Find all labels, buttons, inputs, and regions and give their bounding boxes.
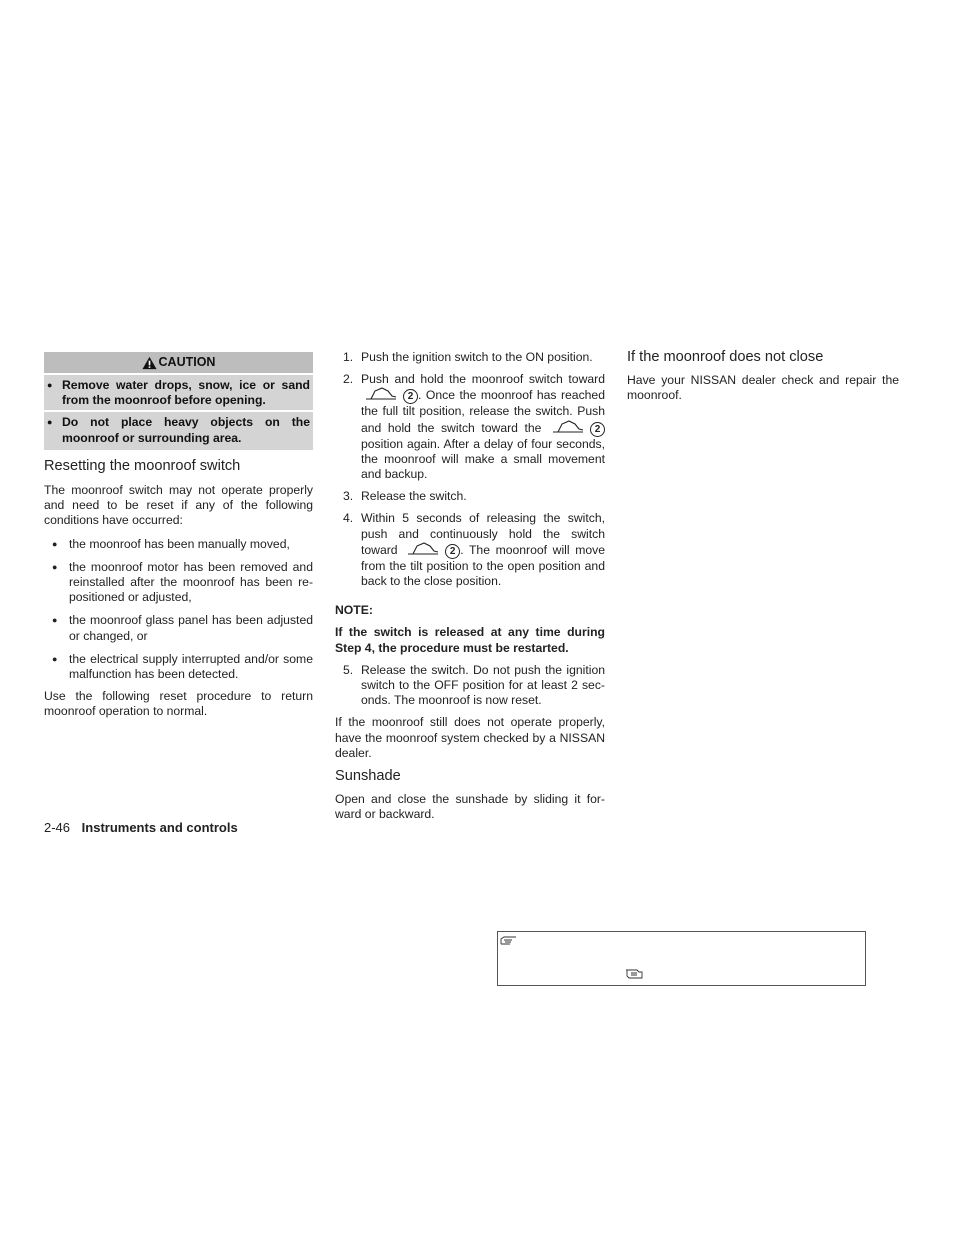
step-number: 3.	[343, 489, 354, 504]
step-5	[335, 663, 605, 709]
step-text: position again. After a delay of four seconds, the moonroof will make a small movement and backup.	[361, 436, 605, 482]
condition-item: ● the moonroof glass panel has been adjusted or changed, or	[44, 613, 313, 643]
moonroof-tilt-switch-icon	[552, 420, 584, 434]
condition-item: ● the moonroof motor has been removed and reinstalled after the moonroof has been re-positioned or adjusted,	[44, 560, 313, 606]
note-label: NOTE:	[335, 603, 373, 618]
caution-item: ● Remove water drops, snow, ice or sand from the moonroof before opening.	[44, 375, 313, 412]
step-number: 1.	[343, 350, 354, 364]
middle-column	[335, 350, 605, 823]
step-2	[335, 372, 605, 482]
section-heading-resetting: Resetting the moonroof switch	[44, 457, 241, 474]
step-text: . Once the moonroof has reached the full tilt position, release the switch. Push and hold the switch toward the	[361, 388, 605, 435]
step-text: Push the ignition switch to the ON position.	[361, 350, 593, 364]
resetting-outro: Use the following reset procedure to return moonroof operation to normal.	[44, 689, 313, 719]
callout-number-2: 2	[590, 422, 605, 437]
warning-triangle-icon	[142, 356, 157, 370]
condition-item: ● the moonroof has been manually moved,	[44, 537, 313, 552]
moonroof-tilt-switch-icon	[407, 542, 439, 556]
page-footer	[44, 820, 238, 835]
step-text: Release the switch. Do not push the ignition switch to the OFF position for at least 2 sec-onds. The moonroof is now reset.	[361, 662, 605, 708]
step-number: 2.	[343, 372, 354, 387]
callout-number-2: 2	[403, 389, 418, 404]
caution-list	[44, 375, 313, 448]
note-text: If the switch is released at any time during Step 4, the procedure must be restarted.	[335, 625, 605, 655]
step-text: Within 5 seconds of releasing the switch, push and continuously hold the switch toward	[361, 511, 605, 557]
step-text: . The moonroof will move from the tilt position to the open position and back to the close position.	[361, 542, 605, 589]
reset-steps	[335, 350, 605, 589]
caution-header	[44, 352, 313, 375]
step-4	[335, 511, 605, 589]
step-number: 4.	[343, 511, 354, 526]
step-1	[335, 350, 605, 365]
not-close-text: Have your NISSAN dealer check and repair the moonroof.	[627, 373, 899, 403]
right-column	[627, 350, 899, 404]
conditions-list	[44, 537, 313, 683]
reference-box	[497, 931, 866, 986]
step-text: Push and hold the moonroof switch toward	[361, 372, 605, 387]
step-text: Release the switch.	[361, 489, 467, 504]
step-number: 5.	[343, 662, 354, 677]
page-number: 2-46	[44, 820, 71, 835]
reset-steps-continued	[335, 663, 605, 709]
left-column	[44, 352, 313, 720]
section-heading-sunshade: Sunshade	[335, 768, 401, 785]
condition-item: ● the electrical supply interrupted and/or some malfunction has been detected.	[44, 652, 313, 682]
caution-item: ● Do not place heavy objects on the moonroof or surrounding area.	[44, 412, 313, 447]
caution-title: CAUTION	[158, 354, 216, 369]
caution-box	[44, 352, 313, 450]
pointing-hand-icon	[625, 968, 643, 980]
footer-section-title: Instruments and controls	[81, 820, 238, 835]
pointing-hand-icon	[500, 934, 518, 946]
moonroof-tilt-switch-icon	[365, 387, 397, 401]
step-3	[335, 489, 605, 504]
after-steps-text: If the moonroof still does not operate properly, have the moonroof system checked by a NISSAN dealer.	[335, 715, 605, 760]
resetting-intro: The moonroof switch may not operate properly and need to be reset if any of the following conditions have occurred:	[44, 483, 313, 528]
section-heading-not-close: If the moonroof does not close	[627, 349, 824, 365]
callout-number-2: 2	[445, 544, 460, 559]
sunshade-text: Open and close the sunshade by sliding it for-ward or backward.	[335, 792, 605, 822]
